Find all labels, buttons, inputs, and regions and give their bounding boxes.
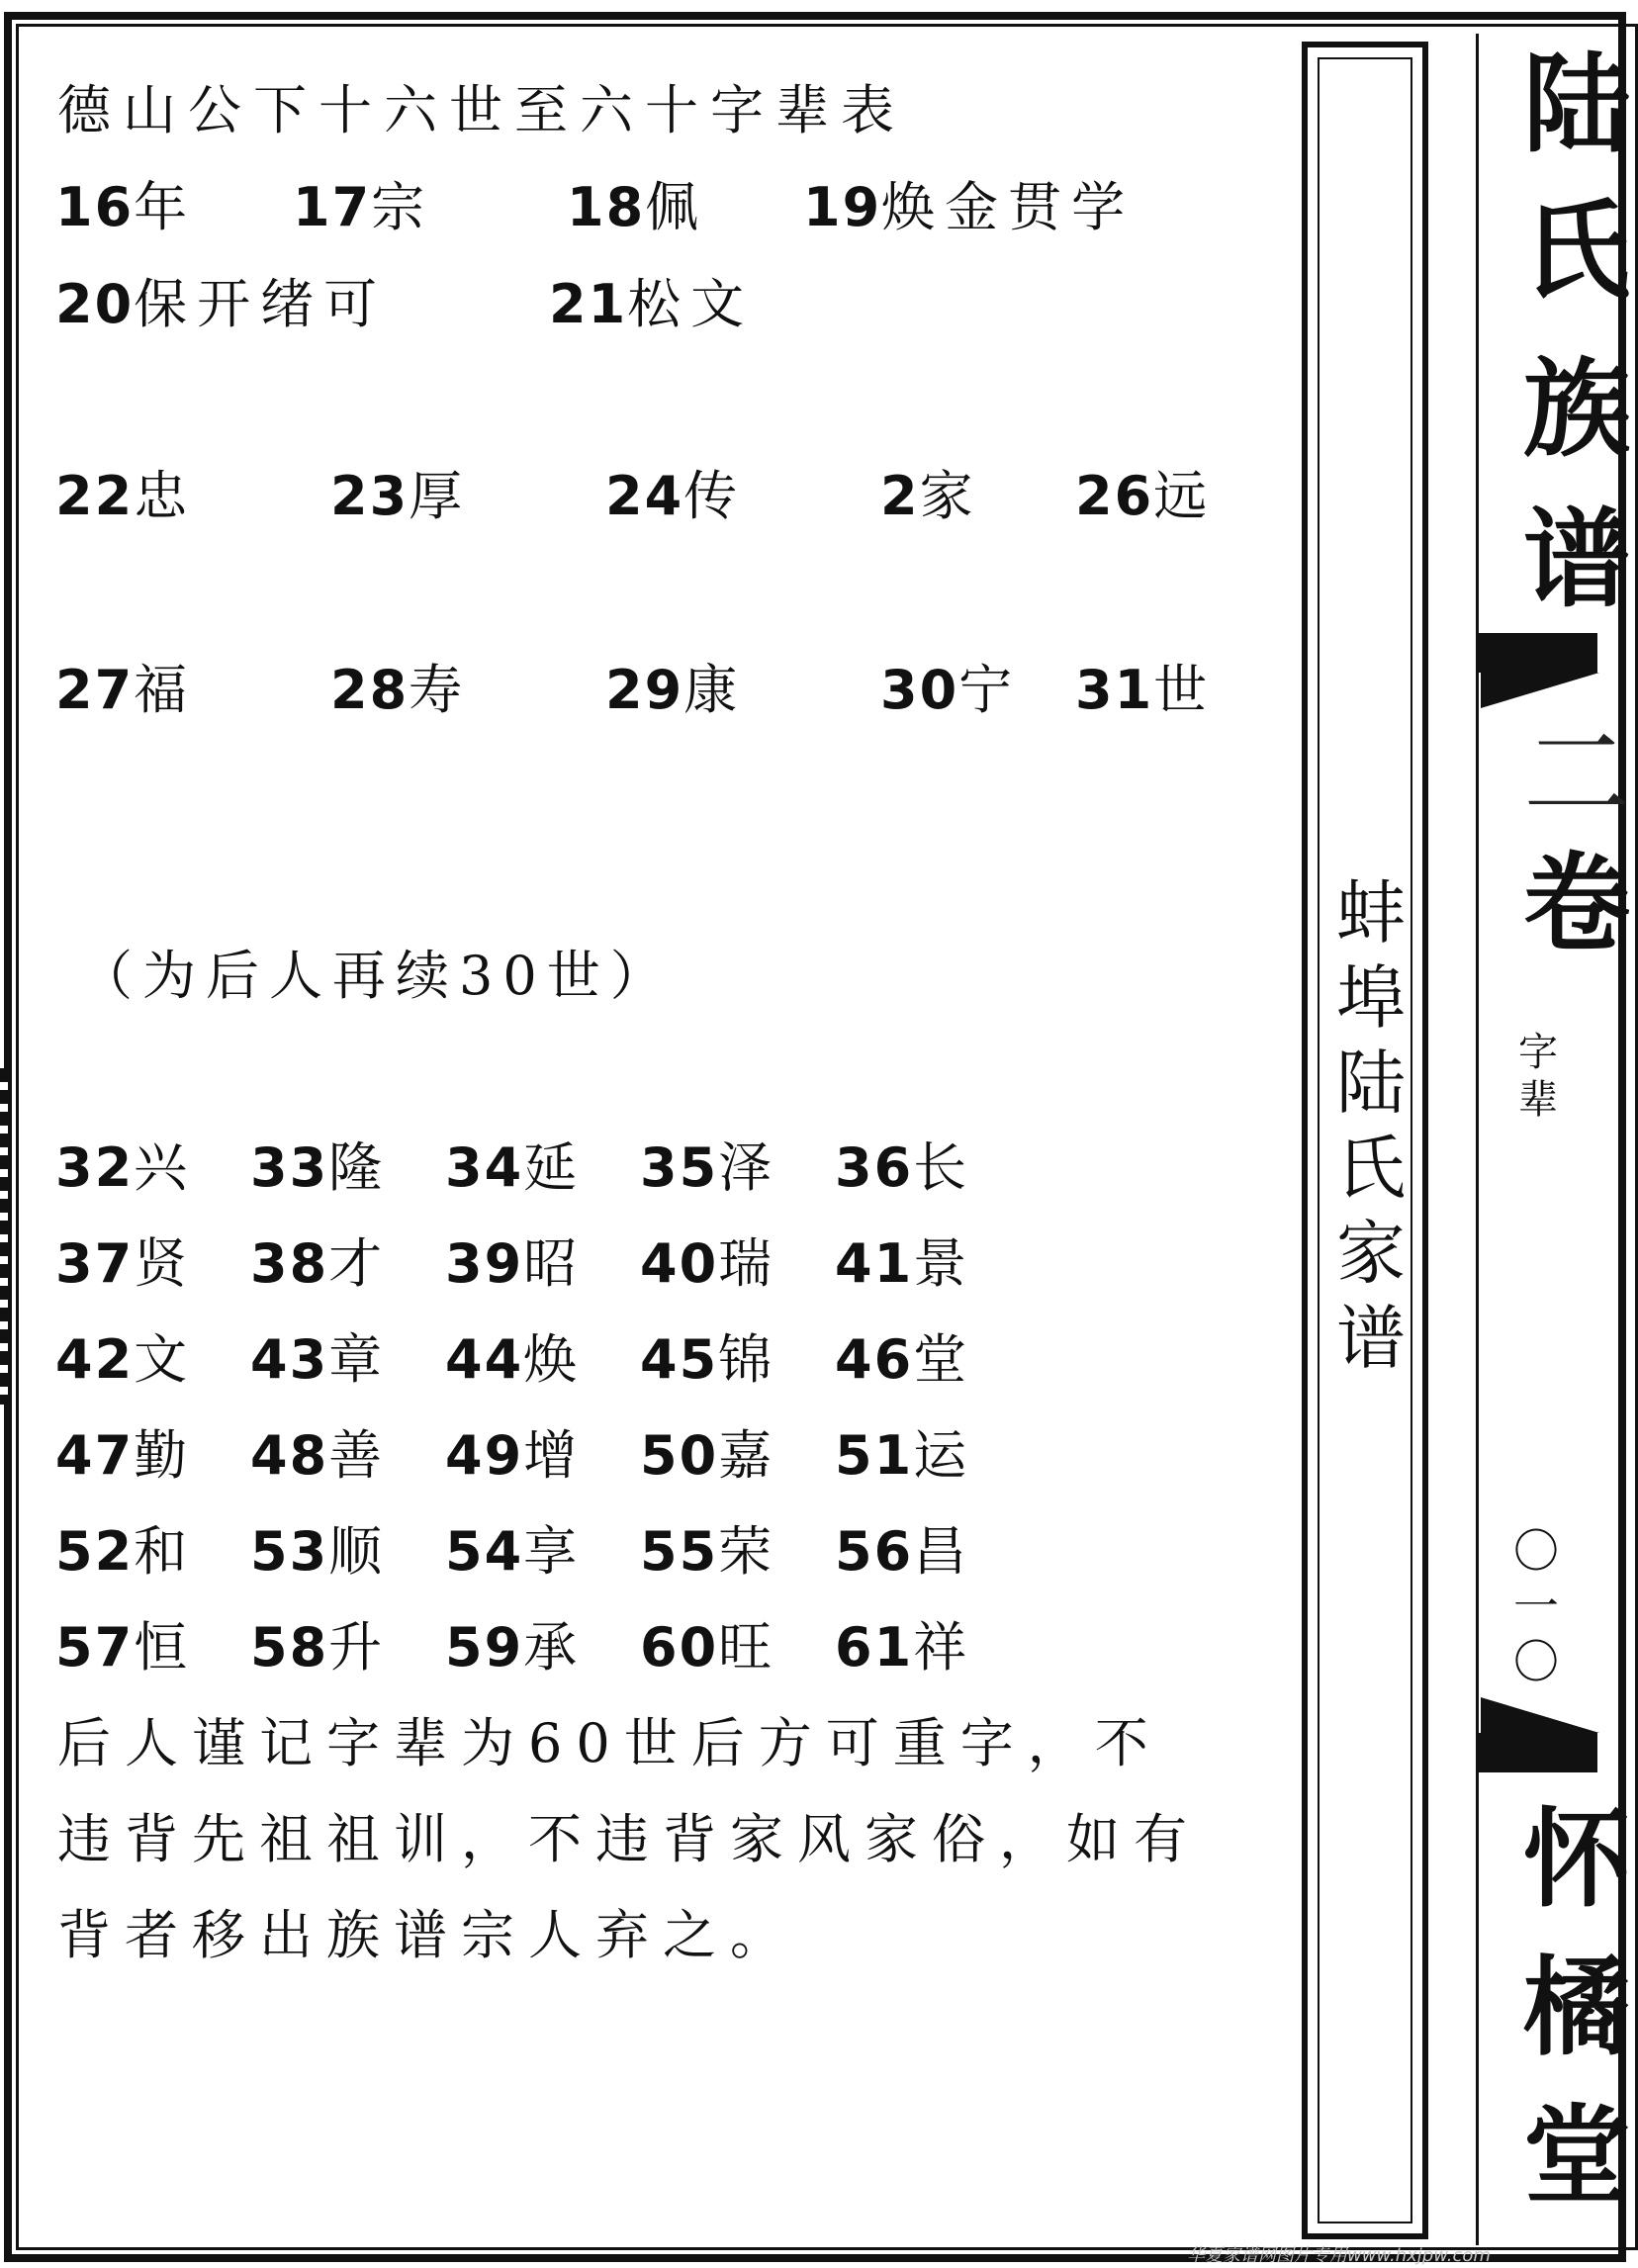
table-title: 德山公下十六世至六十字辈表 xyxy=(57,79,906,141)
page-number: 〇一〇 xyxy=(1513,1524,1559,1688)
generation-24: 24传 xyxy=(605,465,742,527)
spine-char-pu: 谱 xyxy=(1523,498,1631,622)
generation-51: 51运 xyxy=(835,1424,971,1487)
generation-41: 41景 xyxy=(835,1232,971,1295)
generation-39: 39昭 xyxy=(445,1232,582,1295)
footer-watermark: 华夏家谱网图片专用www.hxjpw.com xyxy=(1187,2245,1491,2266)
generation-59: 59承 xyxy=(445,1616,582,1678)
generation-50: 50嘉 xyxy=(640,1424,776,1487)
spine-char-ju: 橘 xyxy=(1523,1946,1631,2070)
generation-49: 49增 xyxy=(445,1424,582,1487)
closing-line-2: 违背先祖祖训，不违背家风家俗，如有 xyxy=(57,1808,1201,1870)
generation-33: 33隆 xyxy=(250,1136,387,1199)
generation-60: 60旺 xyxy=(640,1616,776,1678)
generation-47: 47勤 xyxy=(55,1424,192,1487)
generation-27: 27福 xyxy=(55,659,192,721)
generation-36: 36长 xyxy=(835,1136,971,1199)
section-label: 字辈 xyxy=(1518,1030,1558,1123)
generation-29: 29康 xyxy=(605,659,742,721)
spine-char-zu: 族 xyxy=(1523,347,1631,472)
generation-25: 2家 xyxy=(880,465,977,527)
generation-22: 22忠 xyxy=(55,465,192,527)
spine-char-shi: 氏 xyxy=(1523,189,1631,314)
generation-35: 35泽 xyxy=(640,1136,776,1199)
generation-57: 57恒 xyxy=(55,1616,192,1678)
generation-19: 19焕金贯学 xyxy=(803,176,1136,238)
generation-44: 44焕 xyxy=(445,1328,582,1391)
generation-30: 30宁 xyxy=(880,659,1017,721)
spine-char-juan: 卷 xyxy=(1523,842,1631,966)
generation-34: 34延 xyxy=(445,1136,582,1199)
generation-20: 20保开绪可 xyxy=(55,273,388,335)
spine-notch-top xyxy=(1481,673,1599,708)
generation-26: 26远 xyxy=(1075,465,1212,527)
generation-18: 18佩 xyxy=(567,176,703,238)
generation-56: 56昌 xyxy=(835,1520,971,1583)
generation-54: 54享 xyxy=(445,1520,582,1583)
generation-40: 40瑞 xyxy=(640,1232,776,1295)
generation-58: 58升 xyxy=(250,1616,387,1678)
generation-17: 17宗 xyxy=(293,176,429,238)
generation-61: 61祥 xyxy=(835,1616,971,1678)
spine-notch-bottom xyxy=(1481,1697,1599,1733)
generation-48: 48善 xyxy=(250,1424,387,1487)
generation-37: 37贤 xyxy=(55,1232,192,1295)
generation-55: 55荣 xyxy=(640,1520,776,1583)
genealogy-title: 蚌埠陆氏家谱 xyxy=(1336,872,1406,1379)
generation-28: 28寿 xyxy=(330,659,467,721)
closing-line-3: 背者移出族谱宗人弃之。 xyxy=(57,1904,797,1966)
generation-45: 45锦 xyxy=(640,1328,776,1391)
generation-42: 42文 xyxy=(55,1328,192,1391)
generation-52: 52和 xyxy=(55,1520,192,1583)
spine-char-lu: 陆 xyxy=(1523,43,1631,167)
generation-38: 38才 xyxy=(250,1232,387,1295)
spine-band-bottom xyxy=(1479,1733,1597,1772)
spine-char-huai: 怀 xyxy=(1523,1797,1631,1922)
spine-char-tang: 堂 xyxy=(1523,2094,1631,2219)
generation-21: 21松文 xyxy=(549,273,755,335)
generation-23: 23厚 xyxy=(330,465,467,527)
closing-line-1: 后人谨记字辈为60世后方可重字，不 xyxy=(57,1712,1162,1774)
generation-31: 31世 xyxy=(1075,659,1212,721)
spine-char-er: 二 xyxy=(1523,713,1631,837)
spine-band-top xyxy=(1479,633,1597,673)
generation-53: 53顺 xyxy=(250,1520,387,1583)
continuation-note: （为后人再续30世） xyxy=(79,945,674,1007)
generation-16: 16年 xyxy=(55,176,192,238)
spine-divider xyxy=(1476,34,1479,2245)
generation-46: 46堂 xyxy=(835,1328,971,1391)
generation-43: 43章 xyxy=(250,1328,387,1391)
generation-32: 32兴 xyxy=(55,1136,192,1199)
